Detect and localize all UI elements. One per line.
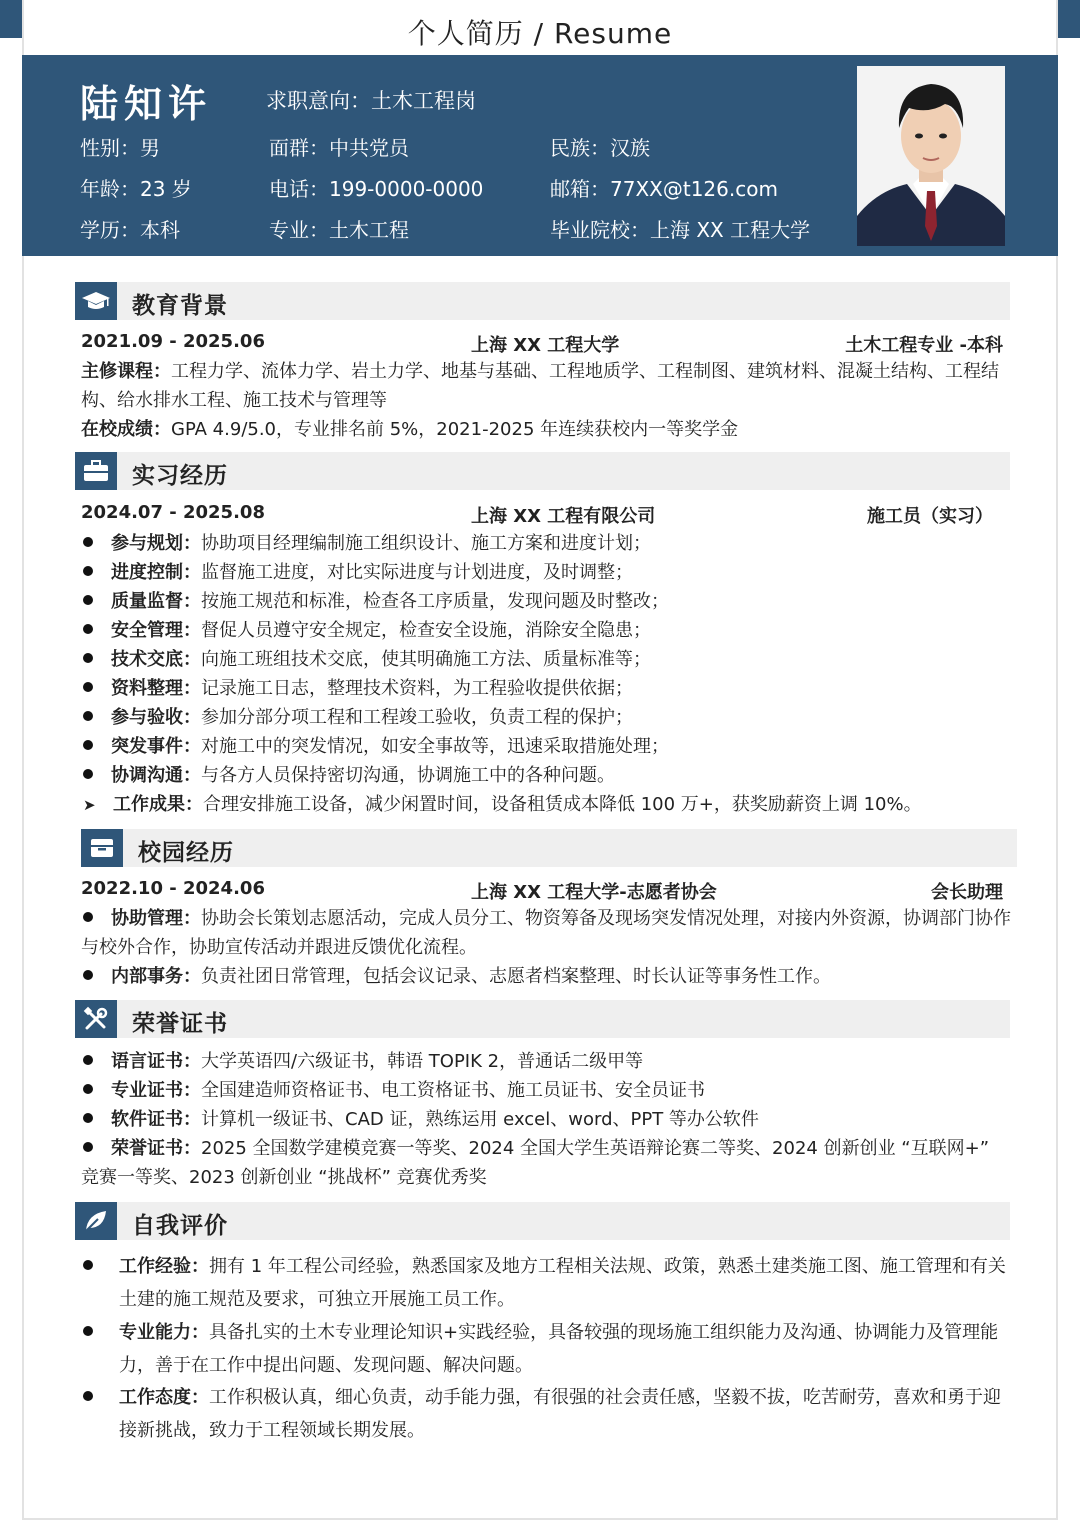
bullet-icon — [83, 1391, 93, 1401]
bullet-icon — [83, 566, 93, 576]
item-label: 安全管理： — [111, 620, 201, 641]
leaf-icon — [75, 1202, 117, 1240]
courses-line-1 — [81, 357, 999, 386]
bullet-icon — [83, 682, 93, 692]
item-text: 拥有 1 年工程公司经验，熟悉国家及地方工程相关法规、政策，熟悉土建类施工图、施工管理和有关 — [209, 1256, 1006, 1277]
item-text: 负责社团日常管理，包括会议记录、志愿者档案整理、时长认证等事务性工作。 — [201, 966, 831, 987]
item-label: 资料整理： — [111, 678, 201, 699]
honors-award-line-1 — [83, 1134, 989, 1163]
campus-item-1-line-2: 与校外合作，协助宣传活动并跟进反馈优化流程。 — [81, 937, 477, 958]
job-intent: 求职意向：土木工程岗 — [266, 89, 476, 113]
item-label: 技术交底： — [111, 649, 201, 670]
item-label: 参与规划： — [111, 533, 201, 554]
item-text: 协助会长策划志愿活动，完成人员分工、物资筹备及现场突发情况处理，对接内外资源，协调部门协作 — [201, 908, 1011, 929]
archive-box-icon — [81, 829, 123, 867]
item-label: 参与验收： — [111, 707, 201, 728]
profile-photo — [857, 66, 1005, 246]
item-text: 2025 全国数学建模竞赛一等奖、2024 全国大学生英语辩论赛二等奖、2024 创新创业 “互联网+” — [201, 1138, 990, 1159]
internship-meta-row — [81, 502, 1003, 528]
item-label: 专业证书： — [111, 1080, 201, 1101]
item-text: 工作积极认真，细心负责，动手能力强，有很强的社会责任感，坚毅不拔，吃苦耐劳，喜欢和勇于迎 — [209, 1387, 1001, 1408]
honors-soft — [83, 1105, 759, 1134]
self-ability-line-1 — [83, 1316, 998, 1349]
bullet-icon — [83, 740, 93, 750]
item-label: 工作经验： — [119, 1256, 209, 1277]
result-line — [83, 790, 922, 820]
graduation-cap-icon — [75, 282, 117, 320]
section-header-education — [75, 282, 1010, 320]
self-attitude — [83, 1381, 1001, 1447]
honors-award-line-2: 竞赛一等奖、2023 创新创业 “挑战杯” 竞赛优秀奖 — [81, 1167, 487, 1188]
list-item — [83, 674, 633, 703]
item-label: 协助管理： — [111, 908, 201, 929]
bullet-icon — [83, 970, 93, 980]
arrow-bullet-icon: ➤ — [83, 796, 96, 814]
section-header-campus — [81, 829, 1017, 867]
section-title-self: 自我评价 — [132, 1213, 228, 1239]
major-info: 专业：土木工程 — [269, 218, 409, 242]
education-major: 土木工程专业 -本科 — [845, 335, 1003, 356]
item-text: 对施工中的突发情况，如安全事故等，迅速采取措施处理； — [201, 736, 669, 757]
item-label: 进度控制： — [111, 562, 201, 583]
item-label: 语言证书： — [111, 1051, 201, 1072]
result-text: 合理安排施工设备，减少闲置时间，设备租赁成本降低 100 万+，获奖励薪资上调 10%。 — [203, 794, 922, 815]
bullet-icon — [83, 653, 93, 663]
bullet-icon — [83, 595, 93, 605]
profile-header — [22, 55, 1058, 256]
item-label: 质量监督： — [111, 591, 201, 612]
self-attitude-line-1 — [83, 1381, 1001, 1414]
self-exp-line-2: 土建的施工规范及要求，可独立开展施工员工作。 — [119, 1289, 515, 1310]
bullet-icon — [83, 1055, 93, 1065]
item-text: 按施工规范和标准，检查各工序质量，发现问题及时整改； — [201, 591, 669, 612]
politics-info: 面群：中共党员 — [269, 136, 409, 160]
courses-line-2: 构、给水排水工程、施工技术与管理等 — [81, 390, 387, 411]
honors-lang — [83, 1047, 643, 1076]
item-label: 突发事件： — [111, 736, 201, 757]
item-text: 督促人员遵守安全规定，检查安全设施，消除安全隐患； — [201, 620, 651, 641]
item-text: 参加分部分项工程和工程竣工验收，负责工程的保护； — [201, 707, 633, 728]
item-text: 记录施工日志，整理技术资料，为工程验收提供依据； — [201, 678, 633, 699]
item-label: 工作态度： — [119, 1387, 209, 1408]
list-item — [83, 558, 633, 587]
item-text: 具备扎实的土木专业理论知识+实践经验，具备较强的现场施工组织能力及沟通、协调能力及管理能 — [209, 1322, 999, 1343]
list-item — [83, 616, 651, 645]
section-header-internship — [75, 452, 1010, 490]
tools-icon — [75, 1000, 117, 1038]
list-item — [83, 645, 651, 674]
item-label: 内部事务： — [111, 966, 201, 987]
gender-info: 性别：男 — [80, 136, 160, 160]
education-period: 2021.09 - 2025.06 — [81, 331, 265, 352]
education-school: 上海 XX 工程大学 — [471, 335, 620, 356]
campus-item-2 — [83, 962, 831, 991]
section-title-honors: 荣誉证书 — [132, 1011, 228, 1037]
bullet-icon — [83, 624, 93, 634]
section-header-honors — [75, 1000, 1010, 1038]
self-ability-line-2: 力，善于在工作中提出问题、发现问题、解决问题。 — [119, 1355, 533, 1376]
degree-info: 学历：本科 — [80, 218, 180, 242]
candidate-name: 陆知许 — [80, 82, 213, 126]
grades-line — [81, 415, 738, 444]
item-text: 监督施工进度，对比实际进度与计划进度，及时调整； — [201, 562, 633, 583]
result-label: 工作成果： — [113, 794, 203, 815]
list-item — [83, 703, 633, 732]
campus-period: 2022.10 - 2024.06 — [81, 878, 265, 899]
section-title-internship: 实习经历 — [132, 463, 228, 489]
list-item — [83, 761, 615, 790]
item-text: 全国建造师资格证书、电工资格证书、施工员证书、安全员证书 — [201, 1080, 705, 1101]
list-item — [83, 529, 651, 558]
self-ability — [83, 1316, 998, 1382]
bullet-icon — [83, 1084, 93, 1094]
section-title-education: 教育背景 — [132, 293, 228, 319]
list-item — [83, 587, 669, 616]
item-label: 专业能力： — [119, 1322, 209, 1343]
campus-role: 会长助理 — [931, 882, 1003, 903]
item-text: 大学英语四/六级证书，韩语 TOPIK 2，普通话二级甲等 — [201, 1051, 644, 1072]
campus-meta-row — [81, 878, 1003, 904]
school-info: 毕业院校：上海 XX 工程大学 — [550, 218, 811, 242]
courses-label: 主修课程： — [81, 361, 171, 382]
grades-text: GPA 4.9/5.0，专业排名前 5%，2021-2025 年连续获校内一等奖学金 — [171, 419, 739, 440]
item-text: 与各方人员保持密切沟通，协调施工中的各种问题。 — [201, 765, 615, 786]
campus-item-1-line-1 — [83, 904, 1011, 933]
internship-company: 上海 XX 工程有限公司 — [471, 506, 656, 527]
bullet-icon — [83, 711, 93, 721]
bullet-icon — [83, 1260, 93, 1270]
bullet-icon — [83, 912, 93, 922]
internship-period: 2024.07 - 2025.08 — [81, 502, 265, 523]
ethnicity-info: 民族：汉族 — [550, 136, 650, 160]
honors-pro — [83, 1076, 705, 1105]
bullet-icon — [83, 1113, 93, 1123]
grades-label: 在校成绩： — [81, 419, 171, 440]
campus-org: 上海 XX 工程大学-志愿者协会 — [471, 882, 717, 903]
briefcase-icon — [75, 452, 117, 490]
item-text: 向施工班组技术交底，使其明确施工方法、质量标准等； — [201, 649, 651, 670]
education-meta-row — [81, 331, 1003, 357]
item-text: 计算机一级证书、CAD 证，熟练运用 excel、word、PPT 等办公软件 — [201, 1109, 759, 1130]
phone-info: 电话：199-0000-0000 — [269, 177, 484, 201]
bullet-icon — [83, 1142, 93, 1152]
bullet-icon — [83, 1326, 93, 1336]
courses-text-1: 工程力学、流体力学、岩土力学、地基与基础、工程地质学、工程制图、建筑材料、混凝土结构、工程结 — [171, 361, 999, 382]
item-text: 协助项目经理编制施工组织设计、施工方案和进度计划； — [201, 533, 651, 554]
bullet-icon — [83, 769, 93, 779]
list-item — [83, 732, 669, 761]
section-header-self — [75, 1202, 1010, 1240]
section-title-campus: 校园经历 — [138, 840, 234, 866]
item-label: 软件证书： — [111, 1109, 201, 1130]
internship-role: 施工员（实习） — [867, 506, 993, 527]
age-info: 年龄：23 岁 — [80, 177, 192, 201]
bullet-icon — [83, 537, 93, 547]
item-label: 荣誉证书： — [111, 1138, 201, 1159]
page-title: 个人简历 / Resume — [407, 17, 673, 50]
item-label: 协调沟通： — [111, 765, 201, 786]
self-exp — [83, 1250, 1006, 1316]
email-info: 邮箱：77XX@t126.com — [550, 177, 778, 201]
self-attitude-line-2: 接新挑战，致力于工程领域长期发展。 — [119, 1420, 425, 1441]
self-exp-line-1 — [83, 1250, 1006, 1283]
